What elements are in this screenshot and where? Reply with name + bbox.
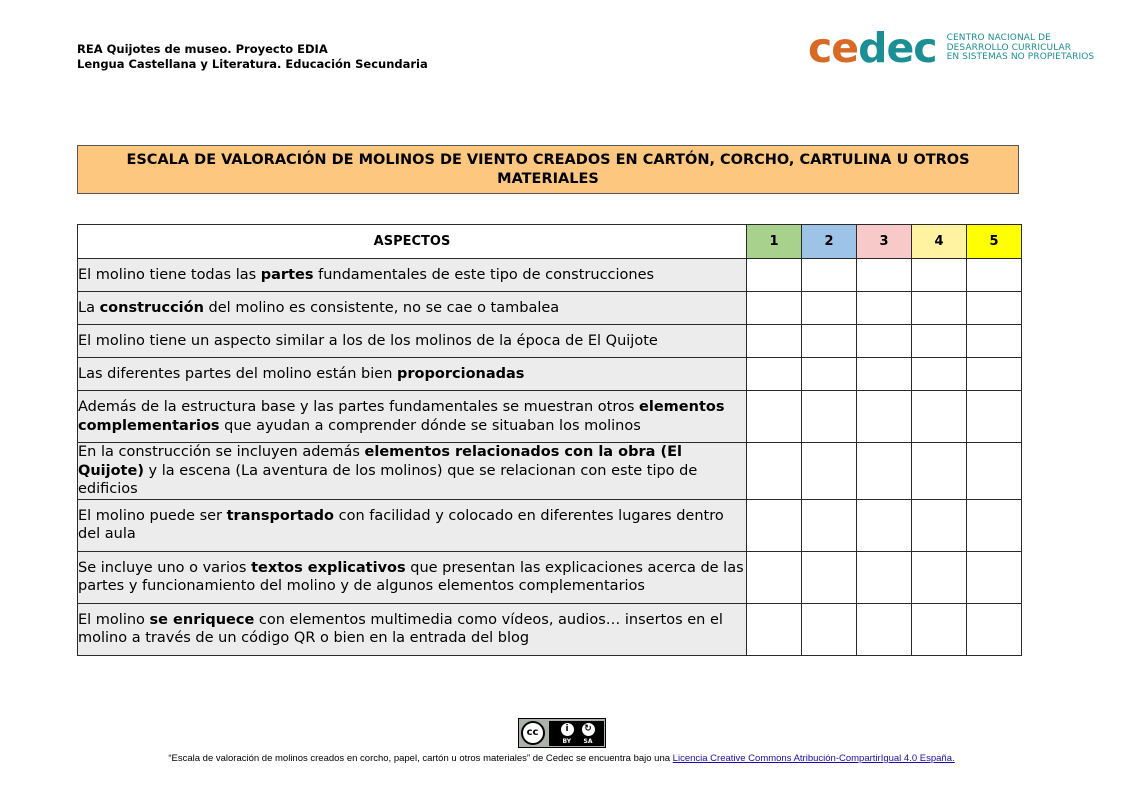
cc-by-label: BY — [562, 738, 572, 745]
scale-title-line2: MATERIALES — [497, 170, 599, 187]
aspect-keyword: proporcionadas — [397, 365, 525, 382]
share-alike-icon: ↻ — [581, 722, 596, 737]
table-row — [78, 358, 1022, 391]
score-cell-2[interactable] — [802, 391, 857, 443]
score-cell-3[interactable] — [857, 551, 912, 603]
aspect-text-end: con elementos multimedia como vídeos, audios… insertos en el molino a través de un código QR o bien en la entrada del blog — [78, 611, 723, 646]
score-cell-2[interactable] — [802, 358, 857, 391]
score-header-1: 1 — [747, 225, 802, 259]
score-cell-2[interactable] — [802, 443, 857, 500]
score-cell-3[interactable] — [857, 391, 912, 443]
aspect-text: El molino — [78, 611, 150, 628]
cedec-wordmark — [808, 24, 937, 72]
aspect-text: En la construcción se incluyen además — [78, 444, 365, 460]
score-cell-2[interactable] — [802, 325, 857, 358]
aspect-cell — [78, 499, 747, 551]
score-header-5: 5 — [967, 225, 1022, 259]
score-cell-1[interactable] — [747, 292, 802, 325]
score-cell-4[interactable] — [912, 603, 967, 655]
aspect-keyword: se enriquece — [149, 611, 255, 628]
aspect-keyword: elementos relacionados con la obra (El Quijote) — [78, 444, 682, 479]
table-body — [78, 259, 1022, 656]
aspect-text: El molino tiene todas las — [78, 266, 261, 283]
score-cell-4[interactable] — [912, 325, 967, 358]
score-header-2: 2 — [802, 225, 857, 259]
aspect-text: El molino puede ser — [78, 507, 227, 524]
aspect-text-end: del molino es consistente, no se cae o tambalea — [203, 299, 560, 316]
score-cell-5[interactable] — [967, 325, 1022, 358]
table-row — [78, 499, 1022, 551]
score-cell-4[interactable] — [912, 292, 967, 325]
table-row — [78, 259, 1022, 292]
aspect-text-end: que ayudan a comprender dónde se situaban los molinos — [219, 417, 641, 434]
scale-title-box — [77, 145, 1019, 194]
aspect-cell — [78, 325, 747, 358]
table-row — [78, 391, 1022, 443]
table-row — [78, 603, 1022, 655]
aspect-cell — [78, 551, 747, 603]
score-cell-3[interactable] — [857, 499, 912, 551]
table-header-row — [78, 225, 1022, 259]
score-cell-1[interactable] — [747, 443, 802, 500]
score-cell-4[interactable] — [912, 551, 967, 603]
cedec-subtitle-line3: EN SISTEMAS NO PROPIETARIOS — [946, 52, 1095, 62]
aspect-keyword: elementos complementarios — [78, 399, 725, 434]
score-cell-1[interactable] — [747, 499, 802, 551]
score-cell-5[interactable] — [967, 259, 1022, 292]
score-cell-1[interactable] — [747, 325, 802, 358]
aspect-keyword: construcción — [99, 299, 204, 316]
score-cell-5[interactable] — [967, 551, 1022, 603]
license-footer — [0, 718, 1123, 765]
cc-sa-label: SA — [583, 738, 593, 745]
cedec-logo — [808, 24, 1095, 72]
aspect-text: Las diferentes partes del molino están bien — [78, 365, 398, 382]
aspect-cell — [78, 443, 747, 500]
cedec-wordmark-part2: dec — [858, 24, 937, 72]
score-cell-2[interactable] — [802, 551, 857, 603]
score-cell-1[interactable] — [747, 603, 802, 655]
score-cell-5[interactable] — [967, 499, 1022, 551]
table-row — [78, 443, 1022, 500]
cc-by-sa-badge[interactable] — [518, 718, 606, 748]
score-cell-4[interactable] — [912, 443, 967, 500]
score-header-4: 4 — [912, 225, 967, 259]
header-project-line: REA Quijotes de museo. Proyecto EDIA — [77, 42, 328, 56]
aspect-cell — [78, 603, 747, 655]
aspect-text: El molino tiene un aspecto similar a los de los molinos de la época de El Quijote — [78, 332, 658, 349]
aspect-keyword: textos explicativos — [251, 559, 406, 576]
score-cell-4[interactable] — [912, 391, 967, 443]
score-cell-3[interactable] — [857, 603, 912, 655]
score-cell-5[interactable] — [967, 391, 1022, 443]
score-cell-3[interactable] — [857, 292, 912, 325]
score-cell-1[interactable] — [747, 551, 802, 603]
table-row — [78, 551, 1022, 603]
aspect-text-end: que presentan las explicaciones acerca de las partes y funcionamiento del molino y de algunos elementos complementarios — [78, 559, 744, 594]
aspect-text: Además de la estructura base y las partes fundamentales se muestran otros — [78, 399, 640, 415]
aspect-text: La — [78, 299, 100, 316]
aspects-column-header: ASPECTOS — [78, 225, 747, 259]
score-cell-5[interactable] — [967, 292, 1022, 325]
score-cell-3[interactable] — [857, 259, 912, 292]
aspect-cell — [78, 358, 747, 391]
cedec-subtitle-line1: CENTRO NACIONAL DE — [946, 33, 1051, 43]
score-cell-1[interactable] — [747, 391, 802, 443]
scale-title — [126, 151, 969, 189]
score-cell-2[interactable] — [802, 292, 857, 325]
score-cell-3[interactable] — [857, 358, 912, 391]
scale-title-line1: ESCALA DE VALORACIÓN DE MOLINOS DE VIENTO CREADOS EN CARTÓN, CORCHO, CARTULINA U OTROS — [126, 151, 970, 168]
aspect-text-end: con facilidad y colocado en diferentes lugares dentro del aula — [78, 507, 724, 542]
aspect-text-end: fundamentales de este tipo de construcciones — [313, 266, 655, 283]
attribution-icon: i — [560, 722, 575, 737]
score-cell-2[interactable] — [802, 499, 857, 551]
rating-scale-table — [77, 224, 1022, 656]
aspect-keyword: partes — [260, 266, 314, 283]
license-statement: “Escala de valoración de molinos creados en corcho, papel, cartón u otros materiales” de Cedec se encuentra bajo una — [168, 753, 673, 764]
aspect-keyword: transportado — [226, 507, 334, 524]
cc-icon: cc — [521, 721, 545, 745]
score-cell-3[interactable] — [857, 443, 912, 500]
score-cell-1[interactable] — [747, 259, 802, 292]
score-cell-4[interactable] — [912, 499, 967, 551]
table-row — [78, 325, 1022, 358]
score-cell-3[interactable] — [857, 325, 912, 358]
aspect-text: Se incluye uno o varios — [78, 559, 252, 576]
score-cell-4[interactable] — [912, 358, 967, 391]
score-cell-5[interactable] — [967, 443, 1022, 500]
cedec-wordmark-part1: ce — [808, 24, 859, 72]
license-text — [0, 753, 1123, 765]
aspect-cell — [78, 292, 747, 325]
score-cell-1[interactable] — [747, 358, 802, 391]
score-cell-5[interactable] — [967, 358, 1022, 391]
cedec-subtitle — [947, 34, 1095, 63]
aspect-text-end: y la escena (La aventura de los molinos) que se relacionan con este tipo de edificios — [78, 462, 698, 497]
score-header-3: 3 — [857, 225, 912, 259]
aspect-cell — [78, 391, 747, 443]
score-cell-4[interactable] — [912, 259, 967, 292]
score-cell-5[interactable] — [967, 603, 1022, 655]
table-row — [78, 292, 1022, 325]
document-header — [77, 42, 428, 72]
score-cell-2[interactable] — [802, 603, 857, 655]
score-cell-2[interactable] — [802, 259, 857, 292]
aspect-cell — [78, 259, 747, 292]
header-subject-line: Lengua Castellana y Literatura. Educación Secundaria — [77, 57, 428, 71]
cedec-subtitle-line2: DESARROLLO CURRICULAR — [946, 42, 1072, 53]
license-link[interactable]: Licencia Creative Commons Atribución-CompartirIgual 4.0 España. — [672, 753, 955, 764]
